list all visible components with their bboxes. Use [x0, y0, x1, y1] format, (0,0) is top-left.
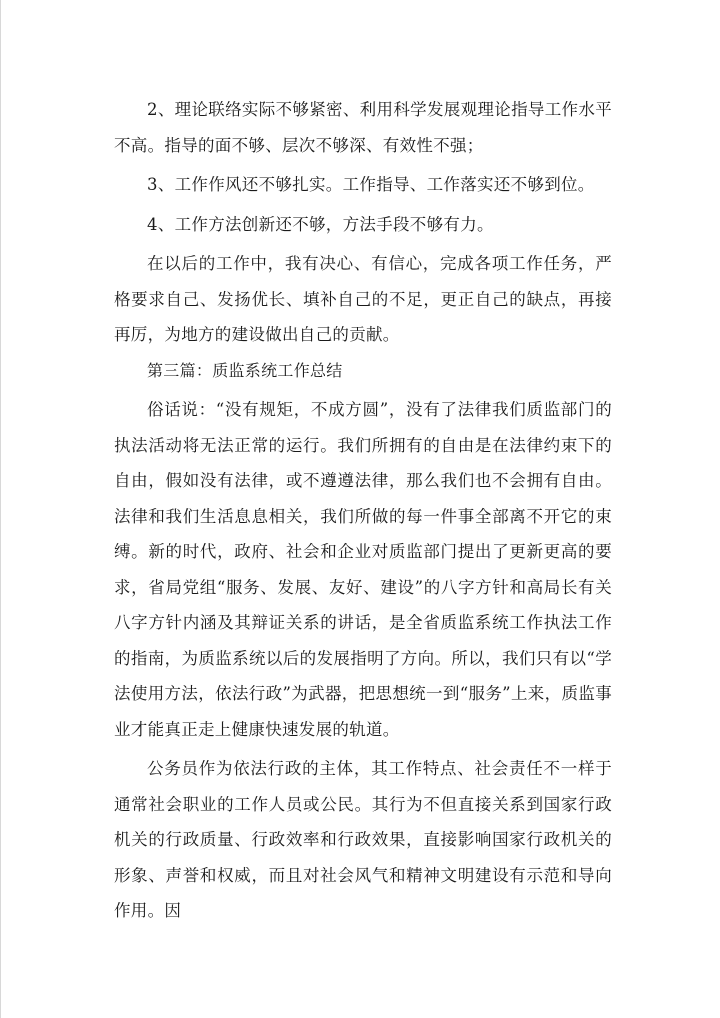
- paragraph-item-2: 2、理论联络实际不够紧密、利用科学发展观理论指导工作水平不高。指导的面不够、层次不够深、有效性不强；: [114, 100, 612, 155]
- document-body: [114, 92, 612, 929]
- paragraph-civil-servant: 公务员作为依法行政的主体，其工作特点、社会责任不一样于通常社会职业的工作人员或公民。其行为不但直接关系到国家行政机关的行政质量、行政效率和行政效果，直接影响国家行政机关的形象、声誉和权威，而且对社会风气和精神文明建设有示范和导向作用。因: [114, 759, 612, 920]
- section-heading: 第三篇：质监系统工作总结: [147, 360, 343, 380]
- paragraph-law: 俗话说：“没有规矩，不成方圆”，没有了法律我们质监部门的执法活动将无法正常的运行。我们所拥有的自由是在法律约束下的自由，假如没有法律，或不遵遵法律，那么我们也不会拥有自由。法律和我们生活息息相关，我们所做的每一件事全部离不开它的束缚。新的时代，政府、社会和企业对质监部门提出了更新更高的要求，省局党组“服务、发展、友好、建设”的八字方针和高局长有关八字方针内涵及其辩证关系的讲话，是全省质监系统工作执法工作的指南，为质监系统以后的发展指明了方向。所以，我们只有以“学法使用方法，依法行政”为武器，把思想统一到“服务”上来，质监事业才能真正走上健康快速发展的轨道。: [114, 400, 612, 739]
- paragraph-future-work: 在以后的工作中，我有决心、有信心，完成各项工作任务，严格要求自己、发扬优长、填补自己的不足，更正自己的缺点，再接再厉，为地方的建设做出自己的贡献。: [114, 254, 612, 344]
- paragraph-item-4: 4、工作方法创新还不够，方法手段不够有力。: [147, 214, 494, 234]
- paragraph-item-3: 3、工作作风还不够扎实。工作指导、工作落实还不够到位。: [147, 175, 595, 194]
